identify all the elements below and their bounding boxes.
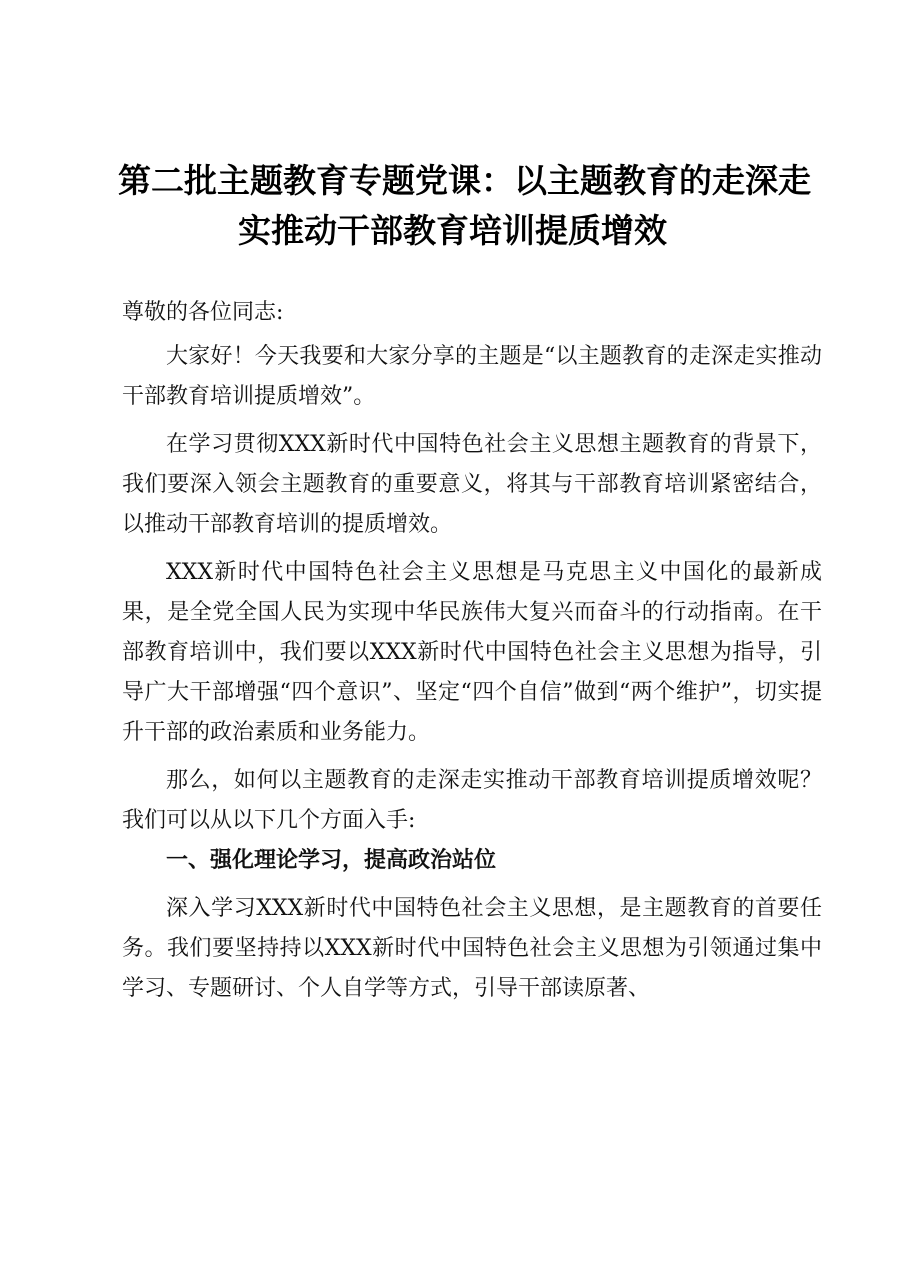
paragraph-1: 大家好！今天我要和大家分享的主题是“以主题教育的走深走实推动干部教育培训提质增效”。 — [122, 344, 822, 409]
section-heading: 一、强化理论学习，提高政治站位 — [166, 848, 497, 873]
greeting: 尊敬的各位同志: — [122, 300, 284, 325]
paragraph-2: 在学习贯彻XXX新时代中国特色社会主义思想主题教育的背景下，我们要深入领会主题教育的重要意义，将其与干部教育培训紧密结合，以推动干部教育培训的提质增效。 — [122, 432, 822, 537]
section-paragraph: 深入学习XXX新时代中国特色社会主义思想，是主题教育的首要任务。我们要坚持持以XXX新时代中国特色社会主义思想为引领通过集中学习、专题研讨、个人自学等方式，引导干部读原著、 — [122, 896, 822, 1001]
paragraph-4: 那么，如何以主题教育的走深走实推动干部教育培训提质增效呢？我们可以从以下几个方面入手: — [122, 768, 822, 833]
title-line-2: 实推动干部教育培训提质增效 — [238, 211, 667, 250]
title-line-1: 第二批主题教育专题党课：以主题教育的走深走 — [118, 161, 811, 200]
document-body — [122, 293, 822, 1009]
document-title — [118, 156, 818, 256]
paragraph-3: XXX新时代中国特色社会主义思想是马克思主义中国化的最新成果，是全党全国人民为实现中华民族伟大复兴而奋斗的行动指南。在干部教育培训中，我们要以XXX新时代中国特色社会主义思想为指导，引导广大干部增强“四个意识”、坚定“四个自信”做到“两个维护”，切实提升干部的政治素质和业务能力。 — [122, 560, 822, 745]
